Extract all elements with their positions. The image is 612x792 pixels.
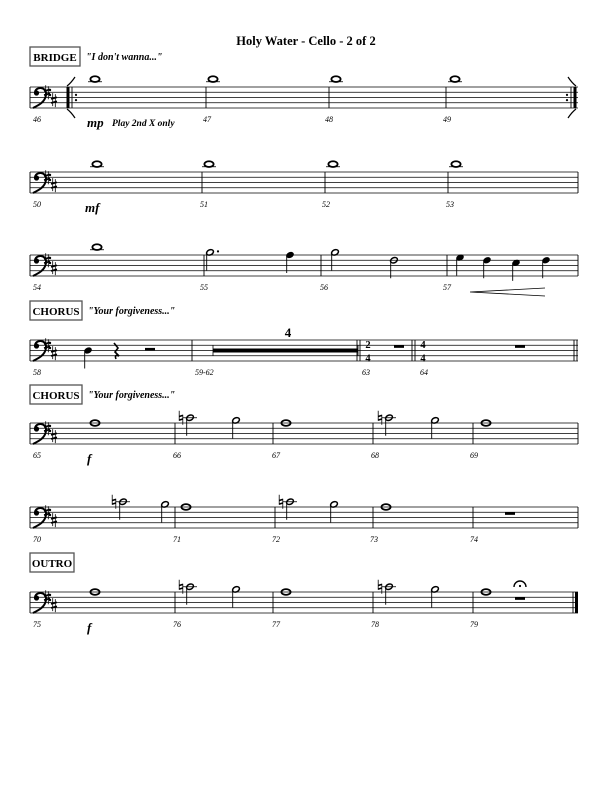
whole-note: [202, 161, 216, 167]
key-signature-d-major: [44, 253, 57, 275]
measure-number: 56: [320, 283, 328, 292]
measure-number: 72: [272, 535, 280, 544]
half-note: [390, 256, 399, 278]
quarter-note: [512, 259, 521, 281]
measure-number: 79: [470, 620, 478, 629]
augmentation-dot: [217, 250, 219, 252]
measure-number: 68: [371, 451, 379, 460]
staff-system-7: [30, 580, 578, 635]
half-note: [161, 501, 170, 523]
page-title: Holy Water - Cello - 2 of 2: [236, 34, 376, 48]
whole-rest: [515, 345, 525, 348]
half-note: [232, 586, 241, 608]
quarter-note: [84, 347, 93, 369]
half-note: [431, 586, 440, 608]
whole-note: [448, 76, 462, 82]
whole-note: [449, 161, 463, 167]
half-note: [431, 417, 440, 439]
section-marker-0: [30, 47, 162, 66]
staff-system-2: [30, 161, 578, 215]
measure-number: 77: [272, 620, 280, 629]
staff-system-3: [30, 244, 578, 296]
section-label: OUTRO: [31, 558, 73, 570]
crescendo-hairpin: [470, 288, 545, 296]
measure-number: 69: [470, 451, 478, 460]
dynamic-marking: f: [87, 620, 92, 635]
quarter-note: [483, 256, 492, 278]
staff-system-6: [30, 495, 578, 544]
measure-number: 74: [470, 535, 478, 544]
section-marker-1: [30, 301, 175, 320]
time-signature-bottom: 4: [420, 353, 426, 365]
half-note: [232, 417, 241, 439]
staff-system-1: [30, 76, 578, 130]
lyric-cue: "Your forgiveness...": [88, 306, 176, 317]
time-signature-top: 2: [365, 340, 371, 351]
section-marker-2: [30, 385, 175, 404]
measure-number: 53: [446, 200, 454, 209]
whole-rest: [394, 345, 404, 348]
whole-rest: [505, 512, 515, 515]
measure-number: 63: [362, 368, 370, 377]
measure-number: 54: [33, 283, 41, 292]
multirest-count: 4: [284, 325, 292, 340]
half-note: [206, 249, 219, 271]
staff-system-4: [30, 325, 578, 377]
measure-number: 50: [33, 200, 41, 209]
whole-note: [90, 244, 104, 250]
measure-number: 49: [443, 115, 451, 124]
measure-number: 48: [325, 115, 333, 124]
measure-number: 57: [443, 283, 451, 292]
lyric-cue: "I don't wanna...": [86, 52, 163, 63]
whole-note: [326, 161, 340, 167]
measure-number: 66: [173, 451, 181, 460]
section-label: CHORUS: [32, 306, 80, 318]
section-label: BRIDGE: [33, 52, 77, 64]
dynamic-marking: mf: [85, 200, 100, 215]
sharp-icon: [51, 261, 57, 275]
time-signature: [365, 340, 371, 365]
whole-note: [206, 76, 220, 82]
section-label: CHORUS: [32, 390, 80, 402]
measure-number: 47: [203, 115, 211, 124]
measure-number: 58: [33, 368, 41, 377]
whole-note: [90, 161, 104, 167]
sharp-icon: [51, 178, 57, 192]
quarter-note: [456, 254, 465, 276]
measure-number: 65: [33, 451, 41, 460]
key-signature-d-major: [44, 338, 57, 360]
measure-number: 46: [33, 115, 41, 124]
section-marker-3: [30, 553, 74, 572]
measure-number: 64: [420, 368, 428, 377]
measure-number: 75: [33, 620, 41, 629]
half-rest: [145, 348, 155, 351]
measure-number: 52: [322, 200, 330, 209]
measure-number: 67: [272, 451, 280, 460]
lyric-cue: "Your forgiveness...": [88, 390, 176, 401]
whole-note: [329, 76, 343, 82]
fermata-icon: [514, 581, 526, 587]
measure-number: 51: [200, 200, 208, 209]
sharp-icon: [51, 513, 57, 527]
key-signature-d-major: [44, 170, 57, 192]
measure-number: 55: [200, 283, 208, 292]
time-signature: [420, 340, 426, 365]
measure-number: 71: [173, 535, 181, 544]
time-signature-bottom: 4: [365, 353, 371, 365]
sharp-icon: [51, 93, 57, 107]
measure-number: 76: [173, 620, 181, 629]
time-signature-top: 4: [420, 340, 426, 351]
sharp-icon: [51, 346, 57, 360]
measure-number: 78: [371, 620, 379, 629]
measure-number: 59-62: [195, 368, 214, 377]
staff-system-5: [30, 411, 578, 466]
quarter-note: [286, 251, 295, 273]
key-signature-d-major: [44, 590, 57, 612]
quarter-note: [542, 256, 551, 278]
dynamic-marking: mp: [87, 115, 104, 130]
dynamic-marking: f: [87, 451, 92, 466]
whole-rest: [515, 597, 525, 600]
key-signature-d-major: [44, 85, 57, 107]
whole-note: [88, 76, 102, 82]
measure-number: 73: [370, 535, 378, 544]
sharp-icon: [51, 429, 57, 443]
measure-number: 70: [33, 535, 41, 544]
half-note: [331, 249, 340, 271]
performance-instruction: Play 2nd X only: [112, 119, 175, 129]
sharp-icon: [51, 598, 57, 612]
half-note: [330, 501, 339, 523]
key-signature-d-major: [44, 505, 57, 527]
key-signature-d-major: [44, 421, 57, 443]
